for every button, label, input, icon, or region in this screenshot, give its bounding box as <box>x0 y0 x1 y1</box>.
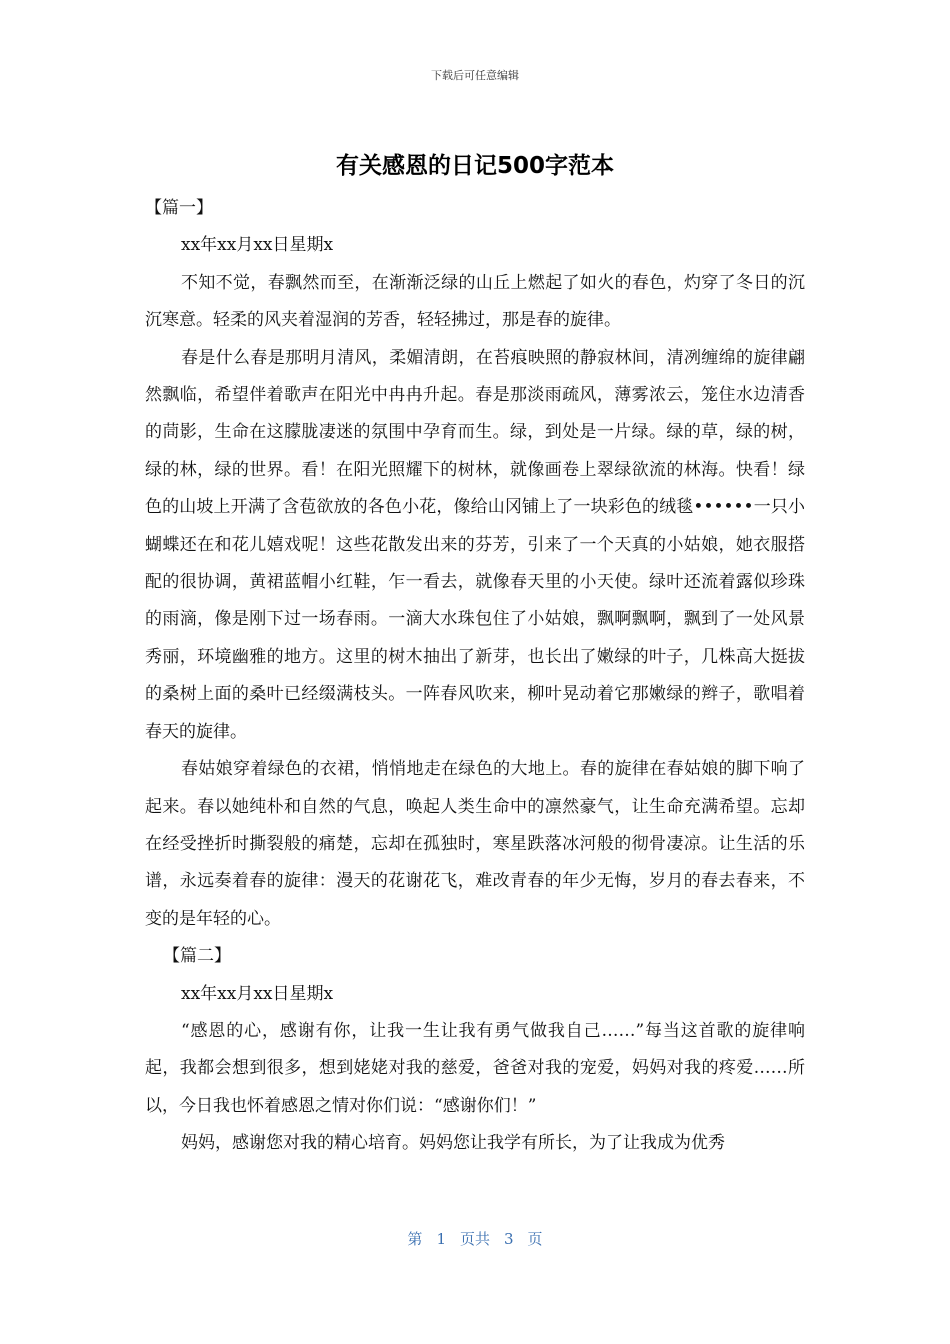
paragraph: 妈妈，感谢您对我的精心培育。妈妈您让我学有所长，为了让我成为优秀 <box>181 1133 725 1154</box>
section-label: 【篇二】 <box>163 946 231 967</box>
document-title: 有关感恩的日记500字范本 <box>335 153 614 179</box>
total-pages: 3 <box>504 1230 514 1248</box>
paragraph: “感恩的心，感谢有你，让我一生让我有勇气做我自己……”每当这首歌的旋律响起，我都会想到很多，想到姥姥对我的慈爱，爸爸对我的宠爱，妈妈对我的疼爱……所以，今日我也怀着感恩之情对你们说：“感谢你们！” <box>145 1020 805 1116</box>
footer-prefix: 第 <box>407 1230 423 1248</box>
document-body <box>145 190 805 1163</box>
diary-date: xx年xx月xx日星期x <box>181 983 334 1004</box>
paragraph: 春是什么春是那明月清风，柔媚清朗，在苔痕映照的静寂林间，清冽缠绵的旋律翩然飘临，希望伴着歌声在阳光中冉冉升起。春是那淡雨疏风，薄雾浓云，笼住水边清香的茼影，生命在这朦胧凄迷的氛围中孕育而生。绿，到处是一片绿。绿的草，绿的树，绿的林，绿的世界。看！在阳光照耀下的树林，就像画卷上翠绿欲流的林海。快看！绿色的山坡上开满了含苞欲放的各色小花，像给山冈铺上了一块彩色的绒毯••••••一只小蝴蝶还在和花儿嬉戏呢！这些花散发出来的芬芳，引来了一个天真的小姑娘，她衣服搭配的很协调，黄裙蓝帽小红鞋，乍一看去，就像春天里的小天使。绿叶还流着露似珍珠的雨滴，像是刚下过一场春雨。一滴大水珠包住了小姑娘，飘啊飘啊，飘到了一处风景秀丽，环境幽雅的地方。这里的树木抽出了新芽，也长出了嫩绿的叶子，几株高大挺拔的桑树上面的桑叶已经缀满枝头。一阵春风吹来，柳叶晃动着它那嫩绿的辫子，歌唱着春天的旋律。 <box>145 347 805 742</box>
header-note: 下载后可任意编辑 <box>431 69 519 82</box>
current-page-number: 1 <box>436 1230 446 1248</box>
footer-suffix: 页 <box>527 1230 543 1248</box>
section-label: 【篇一】 <box>145 198 213 218</box>
paragraph: 春姑娘穿着绿色的衣裙，悄悄地走在绿色的大地上。春的旋律在春姑娘的脚下响了起来。春以她纯朴和自然的气息，唤起人类生命中的凛然豪气，让生命充满希望。忘却在经受挫折时撕裂般的痛楚，忘却在孤独时，寒星跌落冰河般的彻骨凄凉。让生活的乐谱，永远奏着春的旋律：漫天的花谢花飞，难改青春的年少无悔，岁月的春去春来，不变的是年轻的心。 <box>145 759 805 929</box>
footer-middle: 页共 <box>459 1230 490 1248</box>
paragraph: 不知不觉，春飘然而至，在渐渐泛绿的山丘上燃起了如火的春色，灼穿了冬日的沉沉寒意。轻柔的风夹着湿润的芳香，轻轻拂过，那是春的旋律。 <box>145 272 805 331</box>
diary-date: xx年xx月xx日星期x <box>181 235 334 256</box>
page-footer <box>0 1228 950 1249</box>
